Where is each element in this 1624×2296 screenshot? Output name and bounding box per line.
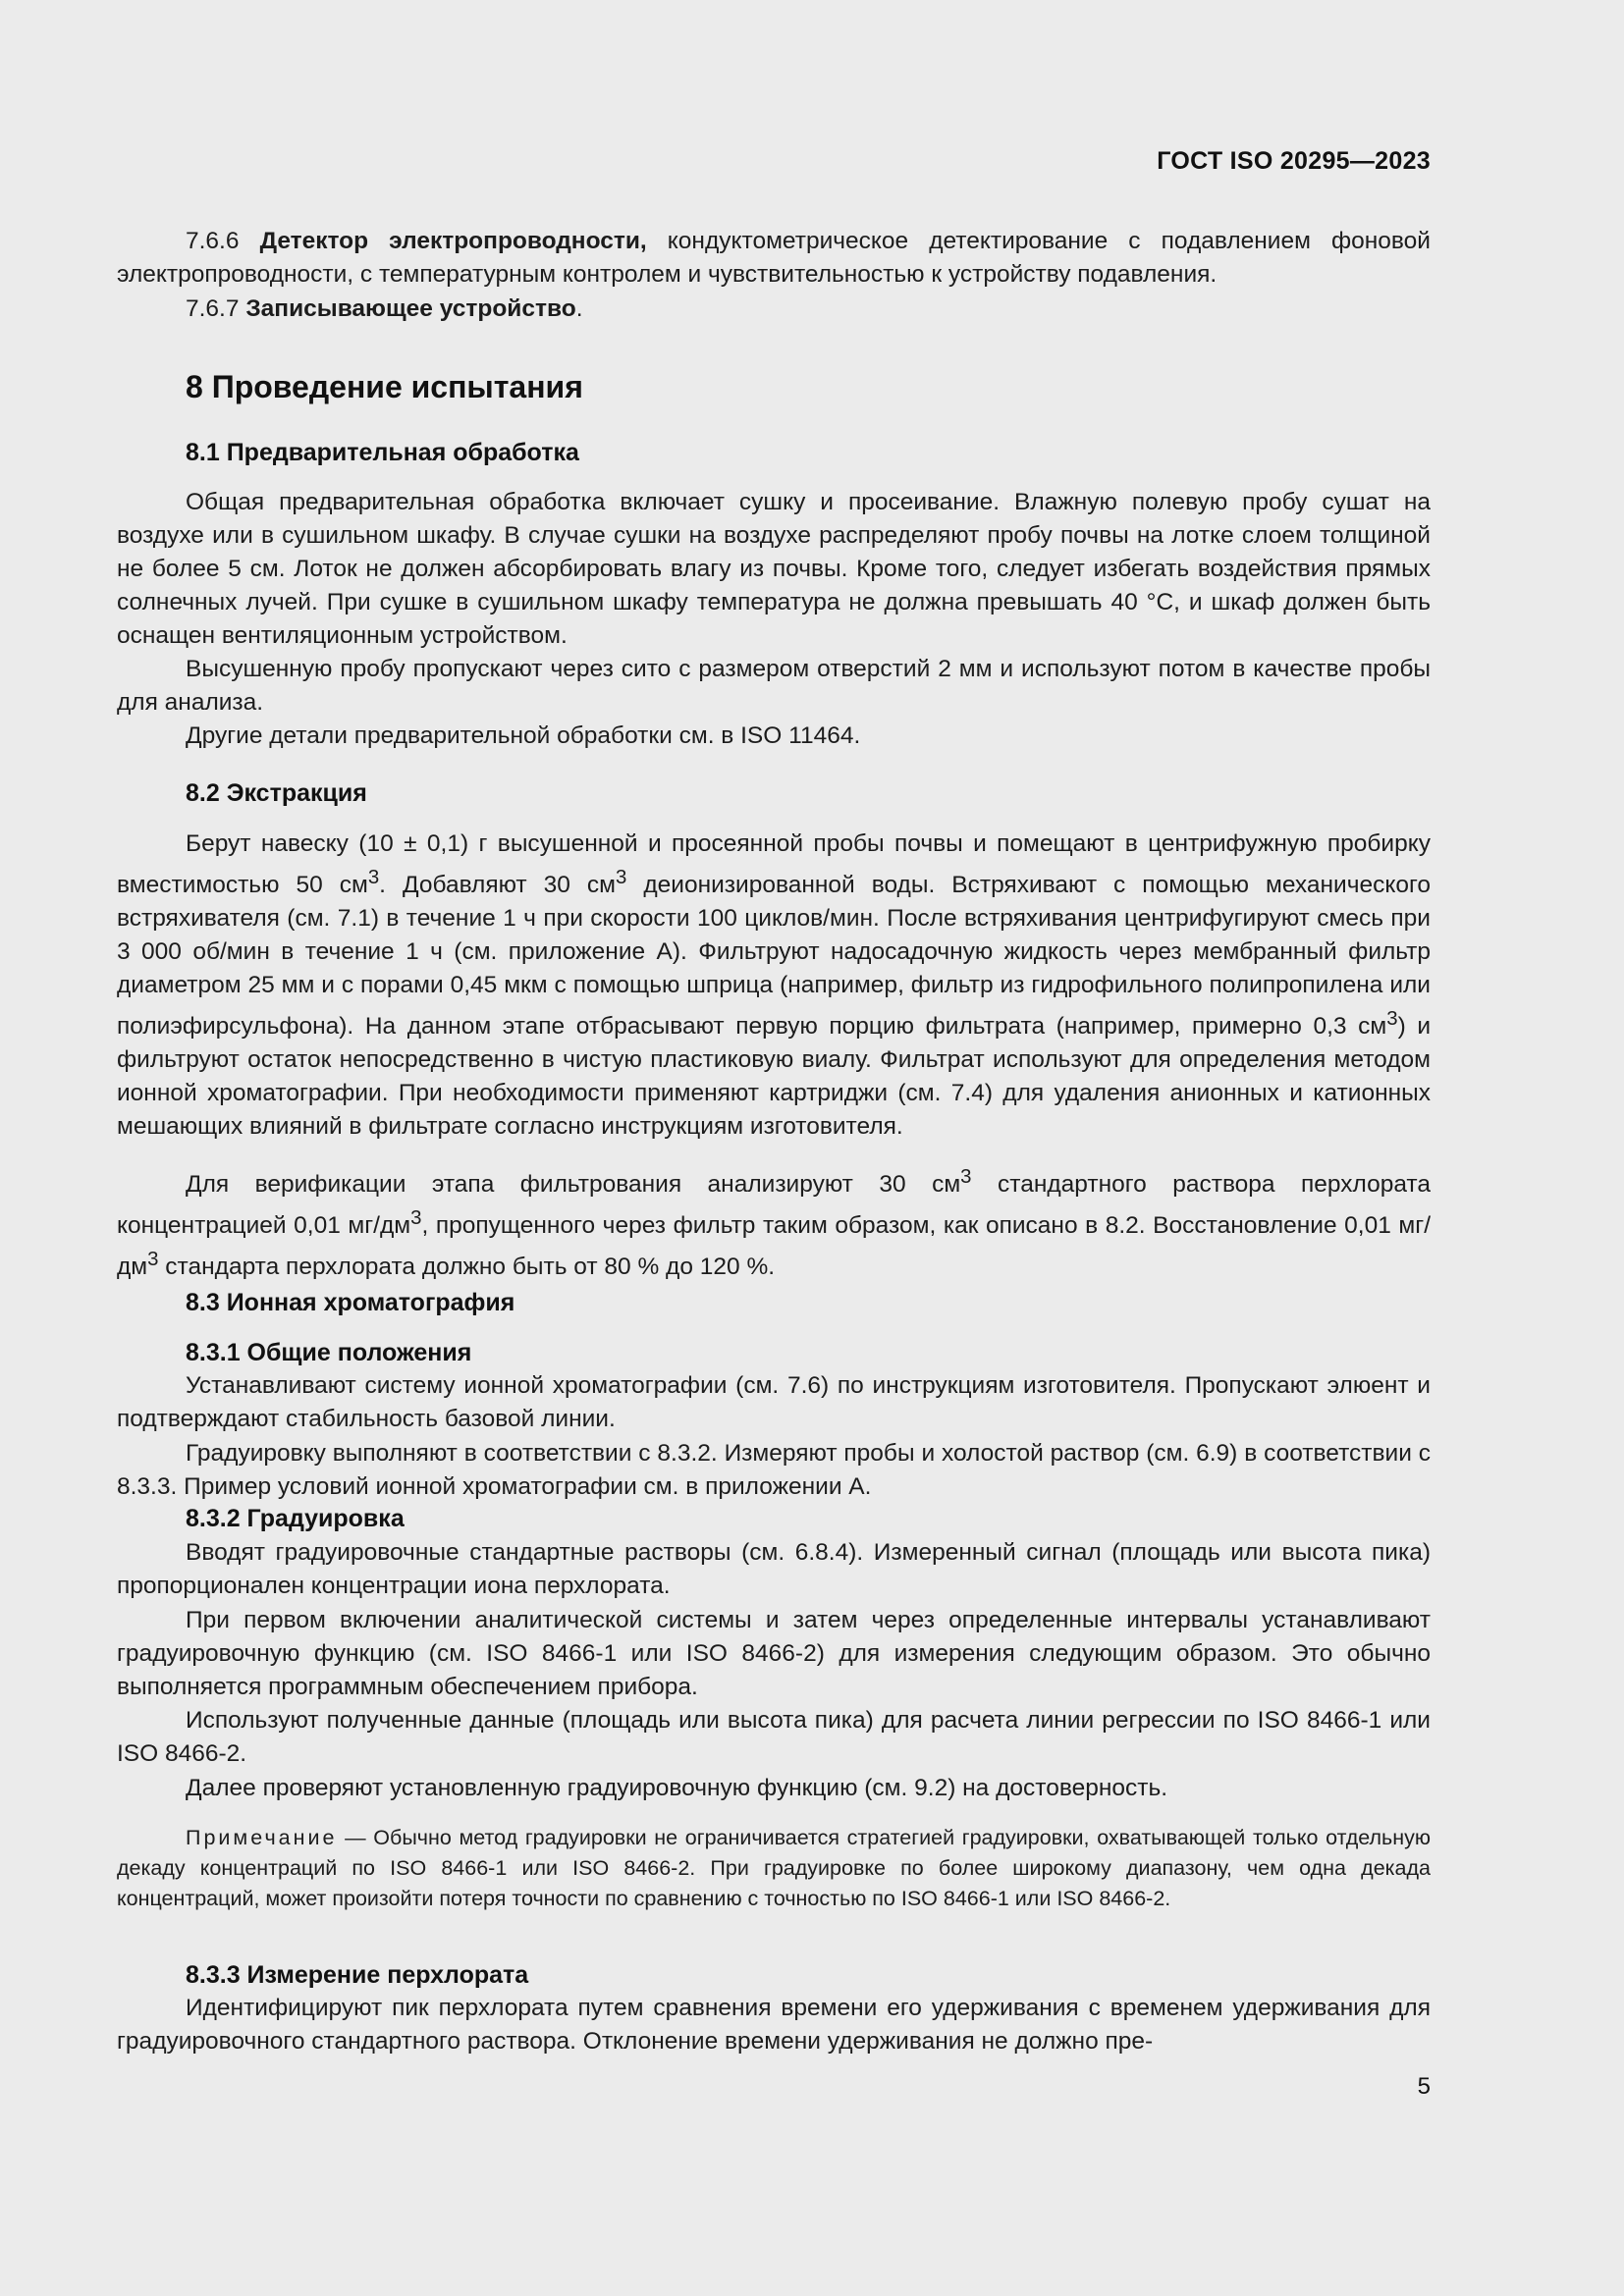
text-run: деионизированной воды. Встряхивают с помощью механического встряхивателя (см. 7.1) в течение 1 ч при скорости 100 циклов/мин. После встряхивания центрифугируют смесь при 3 000 об/мин в течение 1 ч (см. приложение А). Фильтруют надосадочную жидкость через мембранный фильтр диаметром 25 мм и с порами 0,45 мкм с помощью шприца (например, фильтр из гидрофильного полипропилена или полиэфирсульфона). На данном этапе отбрасывают первую порцию фильтрата (например, примерно 0,3 см <box>117 872 1432 1041</box>
paragraph-8-3-1-2: Градуировку выполняют в соответствии с 8.3.2. Измеряют пробы и холостой раствор (см. 6.9) в соответствии с 8.3.3. Пример условий ионной хроматографии см. в приложении А. <box>117 1440 1431 1500</box>
paragraph-8-2-1 <box>117 828 1431 1144</box>
superscript: 3 <box>616 867 627 888</box>
paragraph-8-3-2-3: Используют полученные данные (площадь или высота пика) для расчета линии регрессии по ISO 8466-1 или ISO 8466-2. <box>117 1707 1431 1767</box>
text-run: Берут навеску (10 ± 0,1) г высушенной и просеянной пробы почвы и помещают в центрифужную пробирку вместимостью 50 см <box>117 830 1431 899</box>
paragraph-7-6-6 <box>117 225 1431 292</box>
section-8-1-heading: 8.1 Предварительная обработка <box>186 439 579 466</box>
document-header: ГОСТ ISO 20295—2023 <box>1157 147 1431 175</box>
paragraph-8-1-2: Высушенную пробу пропускают через сито с размером отверстий 2 мм и используют потом в качестве пробы для анализа. <box>117 656 1431 716</box>
note-label: Примечание <box>186 1826 338 1849</box>
superscript: 3 <box>1386 1008 1398 1031</box>
paragraph-8-3-3-1: Идентифицируют пик перхлората путем сравнения времени его удерживания с временем удерживания для градуировочного стандартного раствора. Отклонение времени удерживания не должно пре- <box>117 1995 1431 2055</box>
text-run: Для верификации этапа фильтрования анализируют 30 см <box>186 1171 961 1199</box>
section-8-3-1-heading: 8.3.1 Общие положения <box>186 1339 472 1366</box>
clause-number: 7.6.7 <box>186 295 240 322</box>
paragraph-8-2-2 <box>117 1160 1431 1284</box>
paragraph-text: кондуктометрическое детектирование с подавлением фоновой электропроводности, с температурным контролем и чувствительностью к устройству подавления. <box>117 228 1431 288</box>
superscript: 3 <box>960 1166 972 1188</box>
text-run: стандарта перхлората должно быть от 80 % до 120 %. <box>158 1254 776 1281</box>
paragraph-7-6-7 <box>117 293 1431 326</box>
text-run: . Добавляют 30 см <box>379 872 616 899</box>
superscript: 3 <box>410 1207 422 1230</box>
text-run: , пропущенного через фильтр таким образом, как описано в 8.2. Восстановление 0,01 мг/дм <box>117 1212 1431 1281</box>
period: . <box>575 295 583 322</box>
term-bold: Записывающее устройство <box>245 295 576 322</box>
paragraph-8-3-2-2: При первом включении аналитической системы и затем через определенные интервалы устанавливают градуировочную функцию (см. ISO 8466-1 или ISO 8466-2) для измерения следующим образом. Это обычно выполняется программным обеспечением прибора. <box>117 1607 1431 1700</box>
text-run: стандартного раствора перхлората концентрацией 0,01 мг/дм <box>117 1171 1431 1240</box>
paragraph-8-3-2-4: Далее проверяют установленную градуировочную функцию (см. 9.2) на достоверность. <box>186 1775 1168 1801</box>
paragraph-8-1-3: Другие детали предварительной обработки см. в ISO 11464. <box>186 722 861 749</box>
superscript: 3 <box>147 1249 159 1271</box>
section-8-3-heading: 8.3 Ионная хроматография <box>186 1289 515 1316</box>
paragraph-8-3-2-1: Вводят градуировочные стандартные растворы (см. 6.8.4). Измеренный сигнал (площадь или высота пика) пропорционален концентрации иона перхлората. <box>117 1539 1431 1599</box>
note-text: — Обычно метод градуировки не ограничивается стратегией градуировки, охватывающей только отдельную декаду концентраций по ISO 8466-1 или ISO 8466-2. При градуировке по более широкому диапазону, чем одна декада концентраций, может произойти потеря точности по сравнению с точностью по ISO 8466-1 или ISO 8466-2. <box>117 1826 1431 1910</box>
text-run: ) и фильтруют остаток непосредственно в чистую пластиковую виалу. Фильтрат используют для определения методом ионной хроматографии. При необходимости применяют картриджи (см. 7.4) для удаления анионных и катионных мешающих влияний в фильтрате согласно инструкциям изготовителя. <box>117 1013 1432 1141</box>
superscript: 3 <box>367 867 380 888</box>
paragraph-8-1-1: Общая предварительная обработка включает сушку и просеивание. Влажную полевую пробу сушат на воздухе или в сушильном шкафу. В случае сушки на воздухе распределяют пробу почвы на лотке слоем толщиной не более 5 см. Лоток не должен абсорбировать влагу из почвы. Кроме того, следует избегать воздействия прямых солнечных лучей. При сушке в сушильном шкафу температура не должна превышать 40 °С, и шкаф должен быть оснащен вентиляционным устройством. <box>117 489 1431 649</box>
note <box>117 1823 1431 1914</box>
section-8-3-2-heading: 8.3.2 Градуировка <box>186 1505 405 1532</box>
section-8-3-3-heading: 8.3.3 Измерение перхлората <box>186 1961 529 1989</box>
section-8-2-heading: 8.2 Экстракция <box>186 779 367 807</box>
section-8-heading: 8 Проведение испытания <box>186 369 583 404</box>
page-number: 5 <box>1417 2073 1431 2100</box>
term-bold: Детектор электропроводности, <box>259 228 647 254</box>
paragraph-8-3-1-1: Устанавливают систему ионной хроматографии (см. 7.6) по инструкциям изготовителя. Пропускают элюент и подтверждают стабильность базовой линии. <box>117 1372 1431 1432</box>
clause-number: 7.6.6 <box>186 228 240 254</box>
